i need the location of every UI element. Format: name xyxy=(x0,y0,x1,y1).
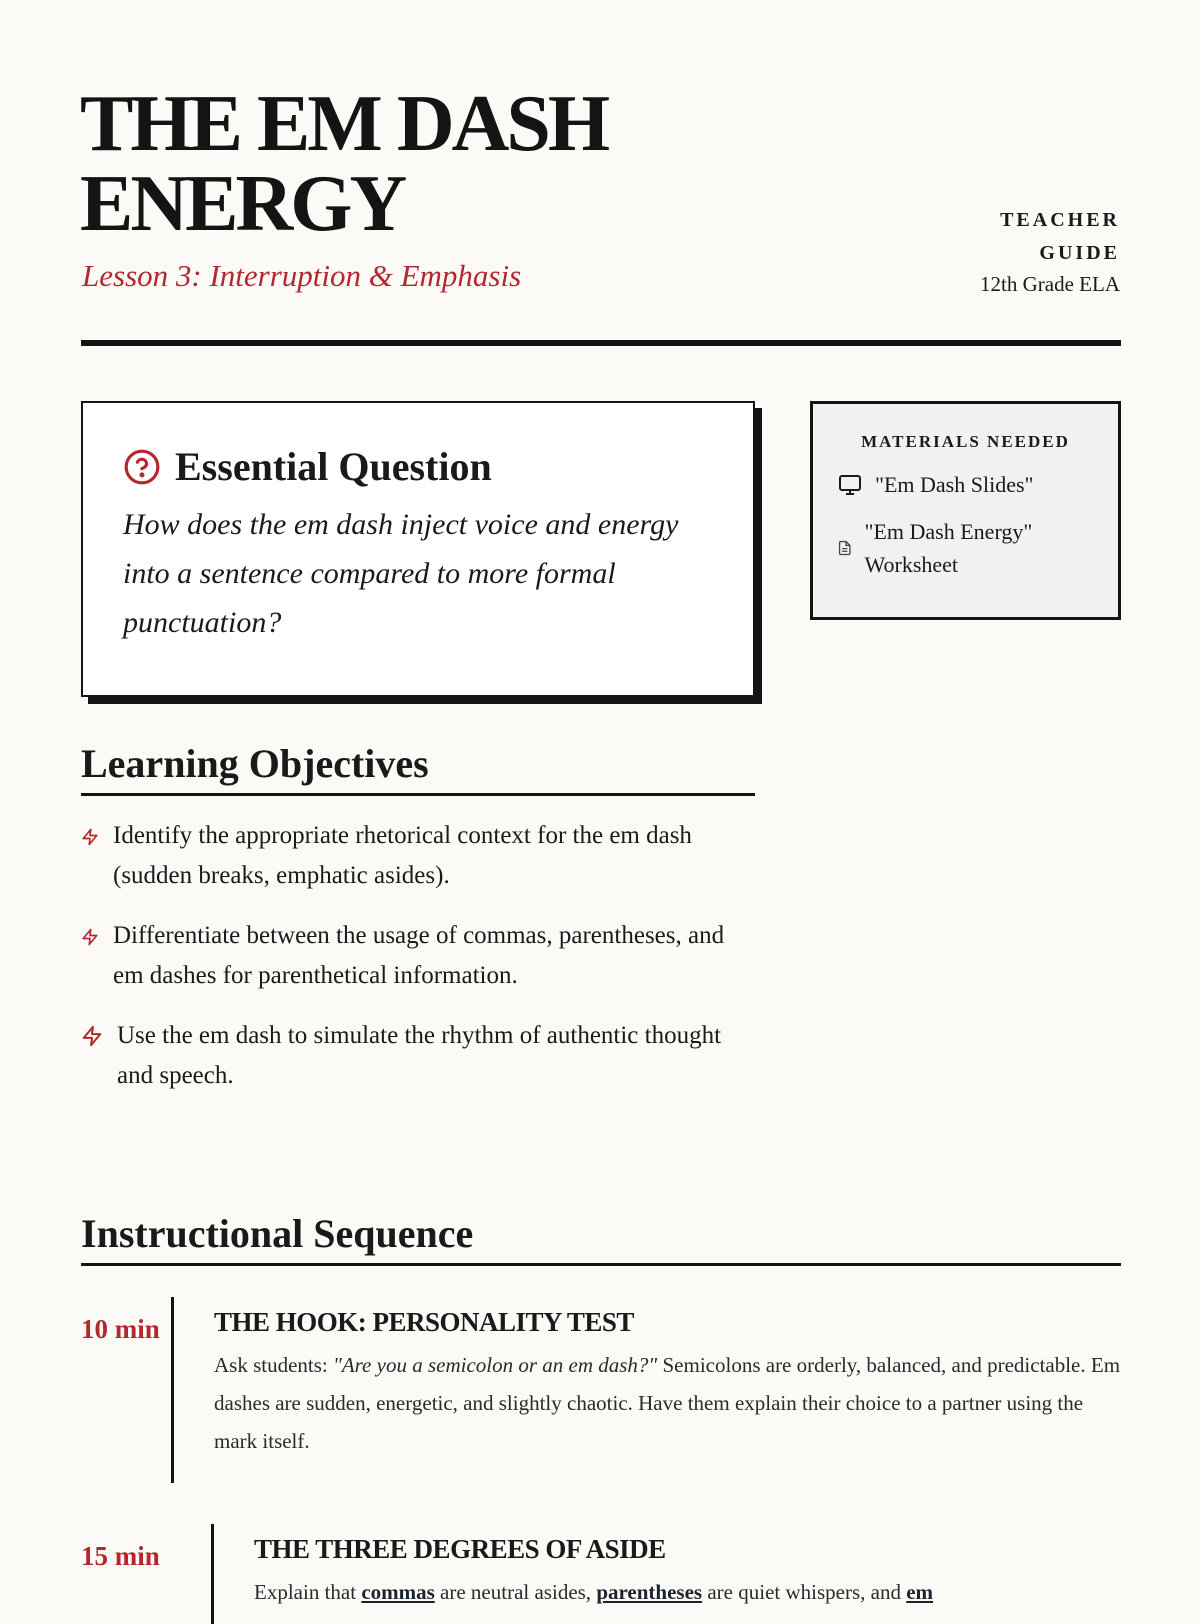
grade-level: 12th Grade ELA xyxy=(980,272,1120,296)
objective-item: Identify the appropriate rhetorical context for the em dash (sudden breaks, emphatic asides). xyxy=(81,816,755,896)
essential-question-text: How does the em dash inject voice and energy into a sentence compared to more formal punctuation? xyxy=(123,508,679,639)
lightning-icon xyxy=(81,928,99,946)
sequence-heading: Instructional Sequence xyxy=(81,1210,1121,1266)
material-item: "Em Dash Slides" xyxy=(837,468,1094,501)
page-title: THE EM DASH ENERGY xyxy=(80,80,608,248)
step-time: 15 min xyxy=(81,1541,160,1571)
header-divider xyxy=(81,340,1121,346)
lightning-icon xyxy=(81,1025,103,1047)
sequence-step xyxy=(81,1297,1124,1483)
objective-item: Differentiate between the usage of commas, parentheses, and em dashes for parenthetical information. xyxy=(81,916,755,996)
sequence-step xyxy=(81,1524,1124,1624)
lesson-subtitle: Lesson 3: Interruption & Emphasis xyxy=(82,258,522,293)
monitor-icon xyxy=(837,473,863,497)
document-icon xyxy=(837,538,853,558)
lightning-icon xyxy=(81,828,99,846)
essential-question-heading: Essential Question xyxy=(175,444,492,489)
objectives-heading: Learning Objectives xyxy=(81,740,755,796)
learning-objectives xyxy=(81,740,755,1096)
materials-heading: MATERIALS NEEDED xyxy=(861,432,1070,451)
step-title: THE HOOK: PERSONALITY TEST xyxy=(214,1307,634,1337)
objective-item: Use the em dash to simulate the rhythm of authentic thought and speech. xyxy=(81,1016,755,1096)
step-time: 10 min xyxy=(81,1314,160,1344)
instructional-sequence xyxy=(81,1210,1121,1266)
materials-box xyxy=(810,401,1121,620)
step-title: THE THREE DEGREES OF ASIDE xyxy=(254,1534,666,1564)
step-body: Explain that commas are neutral asides, parentheses are quiet whispers, and em xyxy=(254,1580,934,1604)
material-item: "Em Dash Energy" Worksheet xyxy=(837,515,1094,581)
step-body: Ask students: "Are you a semicolon or an em dash?" Semicolons are orderly, balanced, and predictable. Em dashes are sudden, energetic, and slightly chaotic. Have them explain their choice to a partner using the mark itself. xyxy=(214,1353,1121,1453)
guide-label: TEACHER GUIDE 12th Grade ELA xyxy=(980,209,1120,296)
essential-question-card xyxy=(81,401,755,697)
question-circle-icon xyxy=(123,448,161,486)
